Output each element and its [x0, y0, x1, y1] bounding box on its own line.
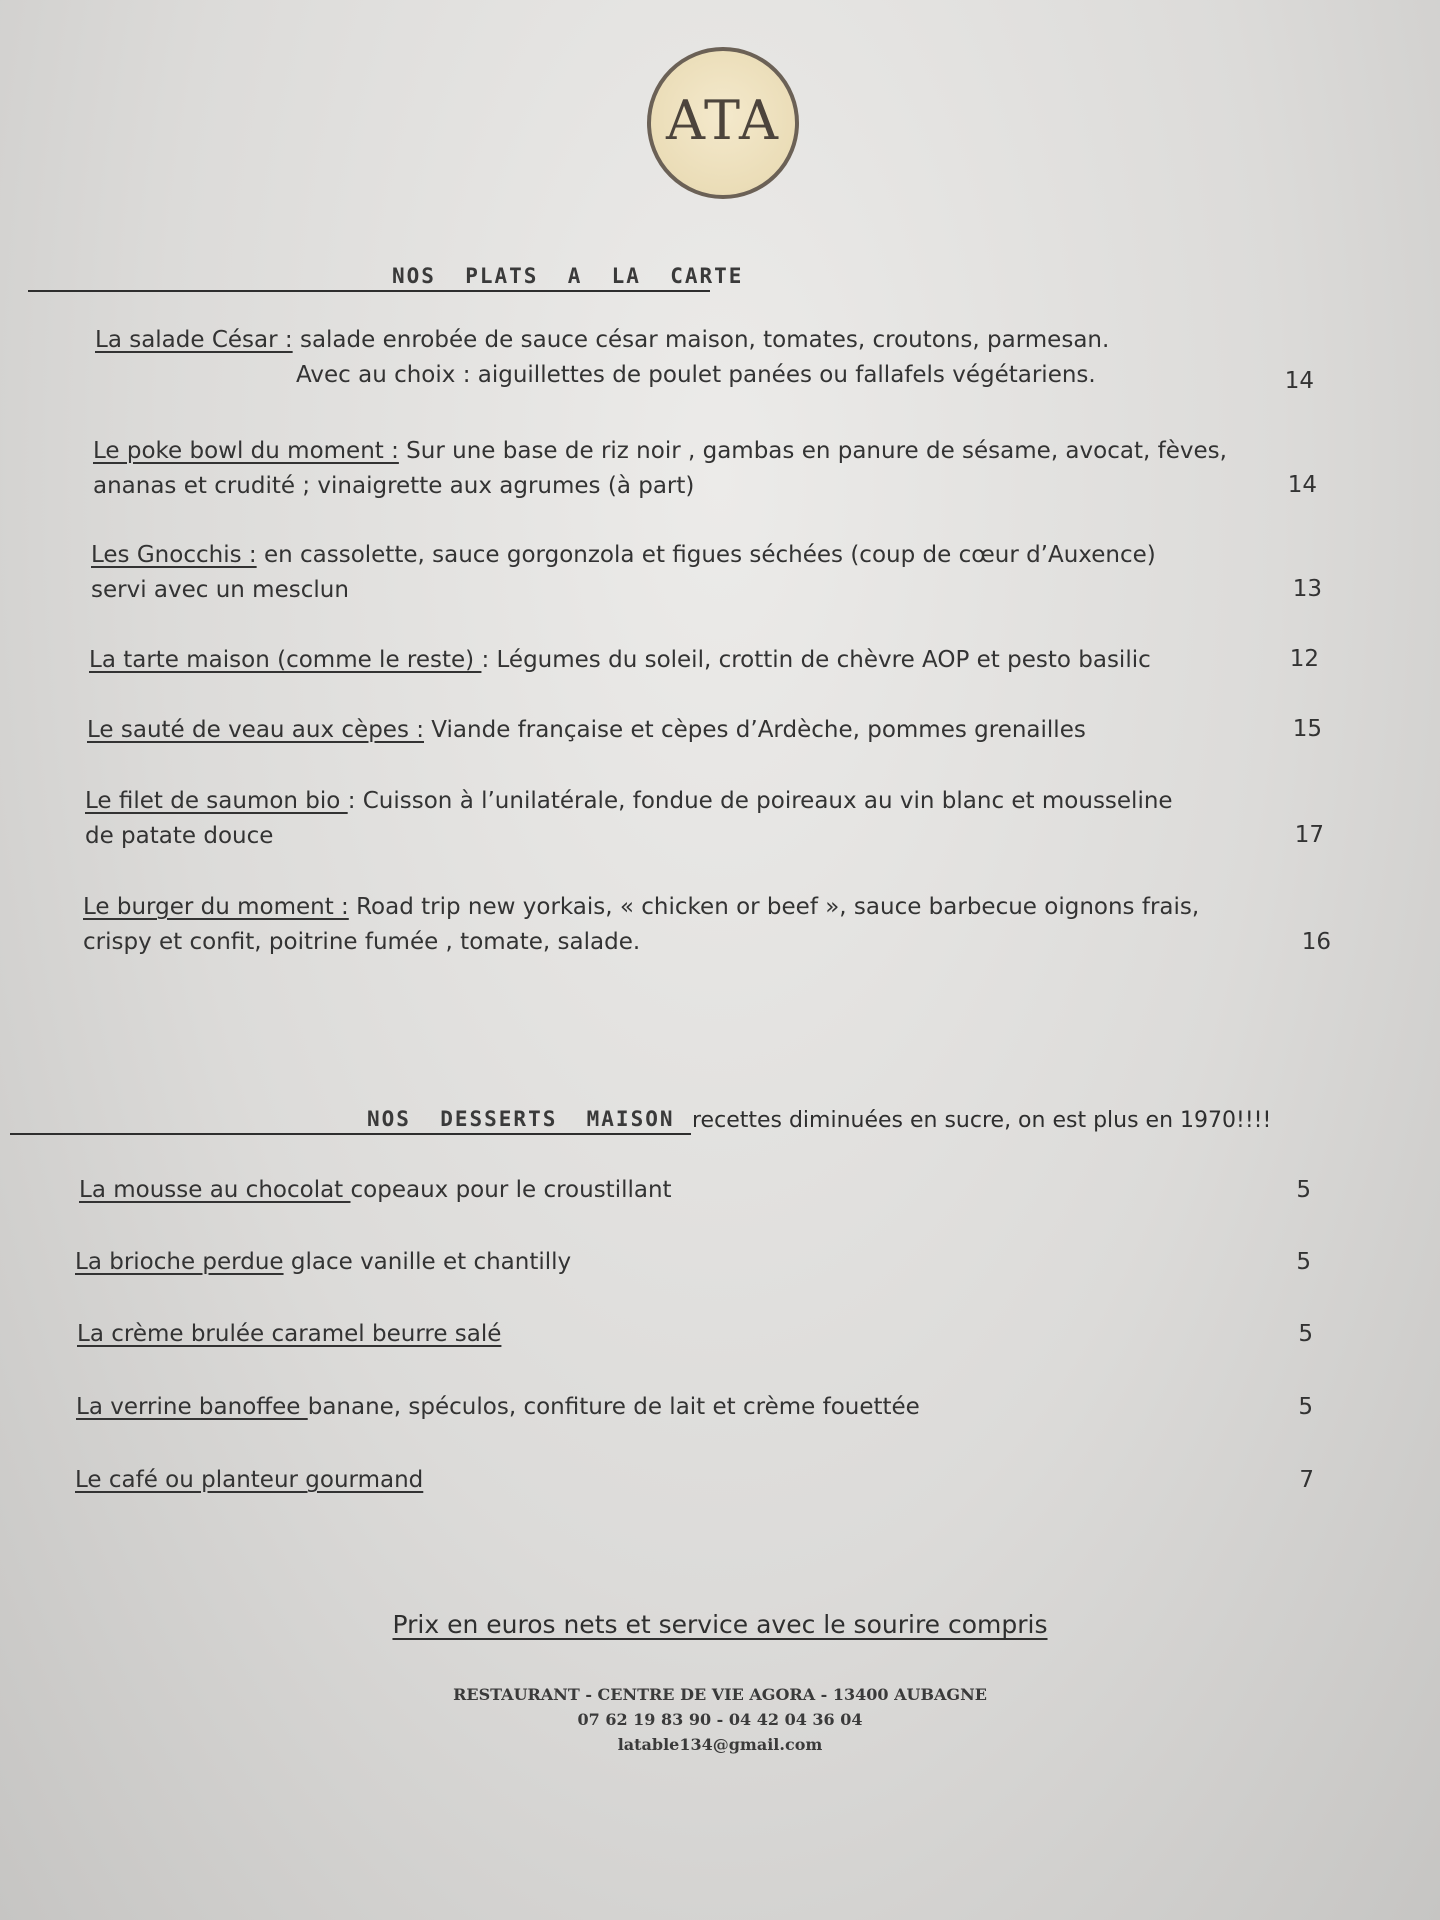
restaurant-contact — [0, 1682, 1440, 1757]
dish-line-1 — [85, 784, 1173, 819]
dessert-description: glace vanille et chantilly — [283, 1249, 572, 1275]
dish-name: La salade César : — [95, 327, 293, 353]
dish-name: Le poke bowl du moment : — [93, 438, 399, 464]
restaurant-email: latable134@gmail.com — [617, 1735, 823, 1754]
dish-line-2: de patate douce — [85, 823, 274, 849]
dish-line-2: Avec au choix : aiguillettes de poulet panées ou fallafels végétariens. — [296, 362, 1096, 388]
dish-line-1 — [87, 713, 1086, 748]
dish-name: Le sauté de veau aux cèpes : — [87, 717, 424, 743]
dish-line-2: servi avec un mesclun — [91, 577, 349, 603]
dessert-description: copeaux pour le croustillant — [350, 1177, 672, 1203]
dish-name: Le filet de saumon bio — [85, 788, 348, 814]
dish-line-1 — [93, 434, 1227, 469]
dessert-price: 5 — [1298, 1394, 1313, 1420]
dish-price: 12 — [1289, 646, 1319, 672]
dish-item-gnocchis — [91, 538, 1156, 608]
dish-price: 14 — [1284, 368, 1314, 394]
dessert-item-cafe-gourmand — [75, 1463, 423, 1498]
logo-text: ATA — [665, 88, 781, 152]
dish-line-1 — [89, 643, 1151, 678]
dessert-name: Le café ou planteur gourmand — [75, 1467, 424, 1493]
dish-name: Les Gnocchis : — [91, 542, 257, 568]
desserts-section-title: NOS DESSERTS MAISON — [367, 1107, 690, 1131]
dish-price: 13 — [1292, 576, 1322, 602]
dish-description: : Cuisson à l’unilatérale, fondue de poireaux au vin blanc et mousseline — [347, 788, 1173, 814]
dish-name: Le burger du moment : — [83, 894, 349, 920]
dessert-item-mousse — [79, 1173, 672, 1208]
dish-description: : Légumes du soleil, crottin de chèvre AOP et pesto basilic — [481, 647, 1151, 673]
dessert-price: 7 — [1299, 1467, 1314, 1493]
dish-price: 17 — [1294, 822, 1324, 848]
dish-item-burger — [83, 890, 1199, 960]
dish-item-saumon — [85, 784, 1173, 854]
desserts-header-rule — [10, 1133, 691, 1135]
dish-line-1 — [95, 323, 1109, 358]
restaurant-phones: 07 62 19 83 90 - 04 42 04 36 04 — [577, 1710, 863, 1729]
dessert-item-banoffee — [76, 1390, 920, 1425]
plats-section-title: NOS PLATS A LA CARTE — [392, 264, 744, 288]
dish-price: 16 — [1301, 929, 1331, 955]
dish-line-2: crispy et confit, poitrine fumée , tomate, salade. — [83, 929, 641, 955]
price-note — [0, 1610, 1440, 1639]
dish-item-cesar — [95, 323, 1109, 393]
dessert-item-brioche — [75, 1245, 571, 1280]
dessert-name: La verrine banoffee — [76, 1394, 308, 1420]
dish-item-veau — [87, 713, 1086, 748]
dish-item-poke-bowl — [93, 434, 1227, 504]
dessert-name: La crème brulée caramel beurre salé — [77, 1321, 502, 1347]
price-note-text: Prix en euros nets et service avec le sourire compris — [392, 1610, 1048, 1639]
dish-name: La tarte maison (comme le reste) — [89, 647, 482, 673]
dessert-price: 5 — [1298, 1321, 1313, 1347]
restaurant-address: RESTAURANT - CENTRE DE VIE AGORA - 13400 AUBAGNE — [453, 1685, 987, 1704]
dessert-price: 5 — [1296, 1177, 1311, 1203]
dish-description: Viande française et cèpes d’Ardèche, pommes grenailles — [424, 717, 1086, 743]
dish-description: en cassolette, sauce gorgonzola et figues séchées (coup de cœur d’Auxence) — [256, 542, 1156, 568]
dish-line-2: ananas et crudité ; vinaigrette aux agrumes (à part) — [93, 473, 695, 499]
dessert-item-creme-brulee — [77, 1317, 501, 1352]
dessert-name: La mousse au chocolat — [79, 1177, 351, 1203]
dessert-price: 5 — [1296, 1249, 1311, 1275]
dish-description: Road trip new yorkais, « chicken or beef », sauce barbecue oignons frais, — [348, 894, 1200, 920]
desserts-section-note: recettes diminuées en sucre, on est plus en 1970!!!! — [692, 1108, 1272, 1133]
dish-line-1 — [83, 890, 1199, 925]
restaurant-logo — [647, 47, 799, 199]
dessert-name: La brioche perdue — [75, 1249, 284, 1275]
dish-price: 15 — [1292, 716, 1322, 742]
plats-section-header — [28, 252, 744, 292]
dessert-description: banane, spéculos, confiture de lait et crème fouettée — [307, 1394, 920, 1420]
dish-item-tarte — [89, 643, 1151, 678]
desserts-section-header — [10, 1095, 1310, 1135]
dish-line-1 — [91, 538, 1156, 573]
plats-header-rule — [28, 290, 710, 292]
dish-description: salade enrobée de sauce césar maison, tomates, croutons, parmesan. — [292, 327, 1110, 353]
dish-description: Sur une base de riz noir , gambas en panure de sésame, avocat, fèves, — [398, 438, 1227, 464]
dish-price: 14 — [1287, 472, 1317, 498]
